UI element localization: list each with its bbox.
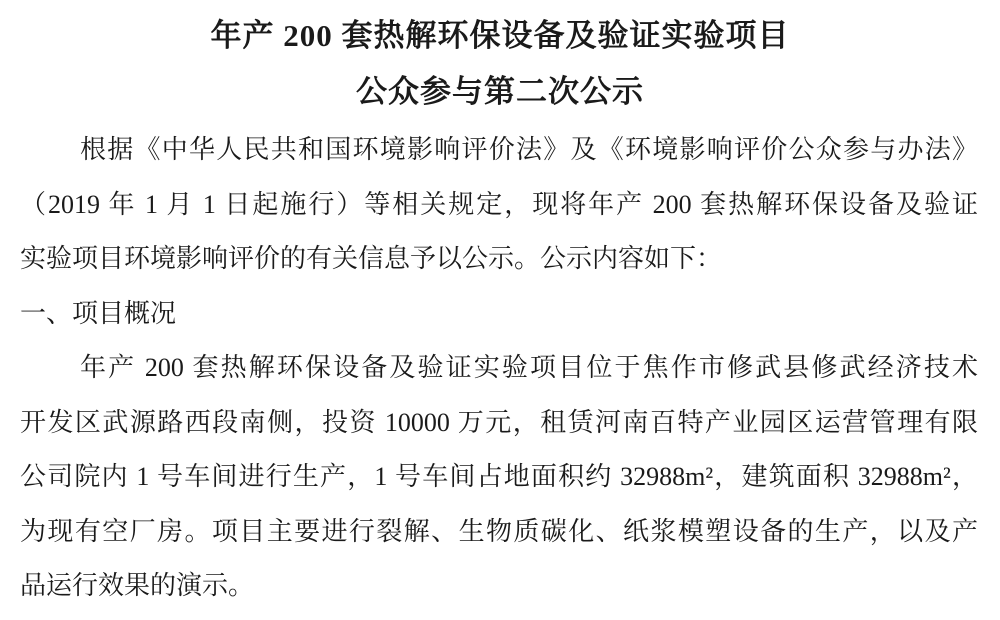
document-body [20, 123, 978, 614]
paragraph-project-overview [20, 341, 978, 614]
document-title [0, 0, 1000, 120]
text-line: 开发区武源路西段南侧，投资 10000 万元，租赁河南百特产业园区运营管理有限 [20, 407, 978, 437]
text-line: （2019 年 1 月 1 日起施行）等相关规定，现将年产 200 套热解环保设备及验证 [20, 189, 978, 219]
text-line: 品运行效果的演示。 [20, 571, 255, 600]
text-line: 实验项目环境影响评价的有关信息予以公示。公示内容如下： [20, 244, 723, 273]
text-line: 根据《中华人民共和国环境影响评价法》及《环境影响评价公众参与办法》 [80, 135, 978, 164]
text-line: 为现有空厂房。项目主要进行裂解、生物质碳化、纸浆模塑设备的生产，以及产 [20, 516, 978, 546]
text-line: 年产 200 套热解环保设备及验证实验项目位于焦作市修武县修武经济技术 [80, 353, 978, 382]
document-title-line-1: 年产 200 套热解环保设备及验证实验项目 [210, 18, 790, 53]
paragraph-intro [20, 123, 978, 287]
text-line: 公司院内 1 号车间进行生产，1 号车间占地面积约 32988m²，建筑面积 32988m²， [20, 462, 978, 491]
section-heading-project-overview: 一、项目概况 [20, 298, 177, 328]
document-title-line-2: 公众参与第二次公示 [356, 74, 644, 109]
